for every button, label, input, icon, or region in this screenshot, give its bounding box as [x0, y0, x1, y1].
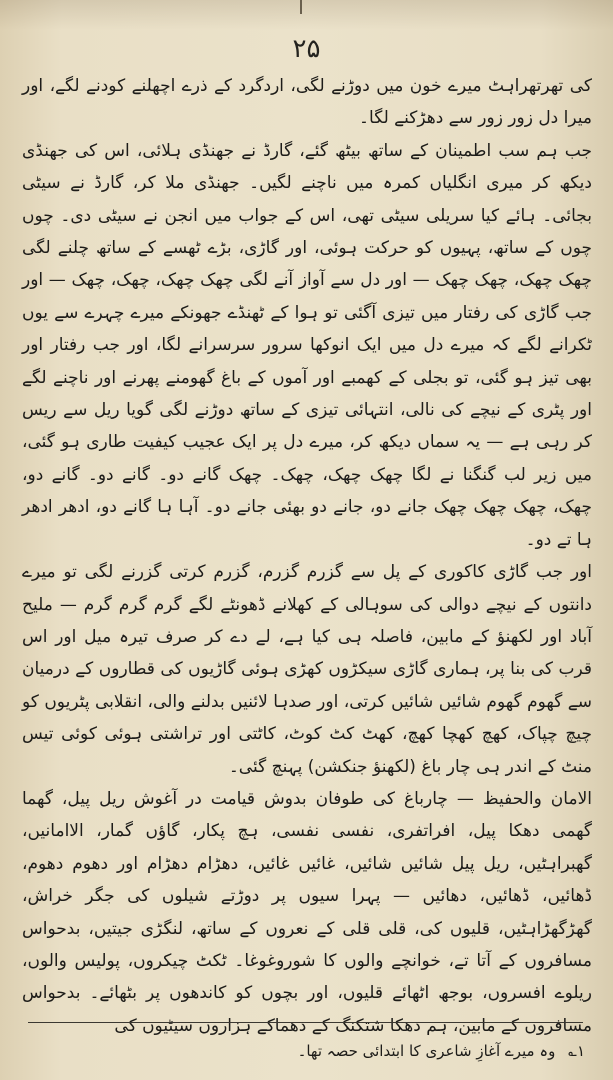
- binding-mark: [300, 0, 302, 14]
- handwritten-body-text: [22, 70, 592, 1036]
- paragraph-4: الامان والحفیظ — چارباغ کی طوفان بدوش قیامت در آغوش ریل پیل، گھما گھمی دھکا پیل، افراتفری، نفسی نفسی، ہچ پکار، گاؤں گمار، الاامانیں، گھبراہٹیں، ریل پیل شائیں شائیں، غائیں غائیں، دھڑام دھڑام اور دھوم دھوم، ڈھائیں، ڈھائیں، دھائیں — پہرا سیوں پر دوڑتے شیلوں کی جگر خراش، گھڑگھڑاہٹیں، قلیوں کی، قلی قلی کے نعروں کے ساتھ، لنگڑی جیتیں، بدحواس مسافروں کے آتا تے، خوانچے والوں کا شوروغوغا۔ ٹکٹ چیکروں، پولیس والوں، ریلوے افسروں، بوجھ اٹھائے قلیوں، اور بچوں کو کاندھوں پر بٹھائے۔ بدحواس مسافروں کے مابین، ہم دھکا شتکنگ کے دھماکے ہزاروں سیٹیوں کی: [22, 788, 592, 1036]
- footnote-marker: ۱؎: [568, 1042, 585, 1060]
- footnote-text: وہ میرے آغازِ شاعری کا ابتدائی حصہ تھا۔: [297, 1042, 556, 1060]
- footnote-divider: [28, 1022, 583, 1023]
- paragraph-2: جب ہم سب اطمینان کے ساتھ بیٹھ گئے، گارڈ نے جھنڈی ہلائی، اس کی جھنڈی دیکھ کر میری انگلیاں کمرہ میں ناچنے لگیں۔ جھنڈی ملا کر، گارڈ نے سیٹی بجائی۔ ہائے کیا سریلی سیٹی تھی، اس کے جواب میں انجن نے سیٹی دی۔ چوں چوں کے ساتھ، پہیوں کو حرکت ہوئی، اور گاڑی، بڑے ٹھسے کے ساتھ چلنے لگی چھک چھک، چھک چھک — اور دل سے آواز آنے لگی چھک چھک، چھک، چھک — اور جب گاڑی کی رفتار میں تیزی آگئی تو ہوا کے ٹھنڈے جھونکے میرے چہرے سے یوں ٹکرانے لگے کہ میرے دل میں ایک انوکھا سرور سرسرانے لگا، اور جب رفتار اور بھی تیز ہو گئی، تو بجلی کے کھمبے اور آموں کے باغ گھومنے پھرنے اور ناچنے لگے اور پٹری کے نیچے کی نالی، انتہائی تیزی کے ساتھ دوڑنے لگی گویا ریل سے ریس کر رہی ہے — یہ سماں دیکھ کر، میرے دل پر ایک عجیب کیفیت طاری ہو گئی، میں زیر لب گنگنا نے لگا چھک چھک، چھک۔ چھک گانے دو۔ گانے دو۔ گانے دو، چھک، چھک چھک چھک جانے دو، جانے دو بھئی جانے دو۔ آہا ہا گانے دو، ادھر ادھر ہا تے دو۔: [22, 140, 592, 550]
- paragraph-3: اور جب گاڑی کاکوری کے پل سے گزرم گزرم، گزرم کرتی گزرنے لگی تو میرے دانتوں کے نیچے دوالی کی سوہالی کے کھلانے ڈھونٹے لگے گرم گرم گرم — ملیح آباد اور لکھنؤ کے مابین، فاصلہ ہی کیا ہے، لے دے کر صرف تیرہ میل اور اس قرب کی بنا پر، ہماری گاڑی سیکڑوں کھڑی ہوئی گاڑیوں کی قطاروں کے درمیان سے گھوم گھوم شائیں شائیں کرتی، اور صدہا لائنیں بدلنے والی، انقلابی پٹریوں کو چیچ چپاک، کھچ کھچا کھچ، کھٹ کٹ کوٹ، کاٹتی اور تراشتی ہوئی کوئی تیس منٹ کے اندر ہی چار باغ (لکھنؤ جنکشن) پہنچ گئی۔: [22, 562, 592, 777]
- paragraph-1: کی تھرتھراہٹ میرے خون میں دوڑنے لگی، اردگرد کے ذرے اچھلنے کودنے لگے، اور میرا دل زور زور سے دھڑکنے لگا۔: [22, 76, 592, 129]
- page-number: ۲۵: [292, 34, 321, 64]
- page-top-shadow: [0, 0, 613, 30]
- footnote: [200, 1040, 585, 1062]
